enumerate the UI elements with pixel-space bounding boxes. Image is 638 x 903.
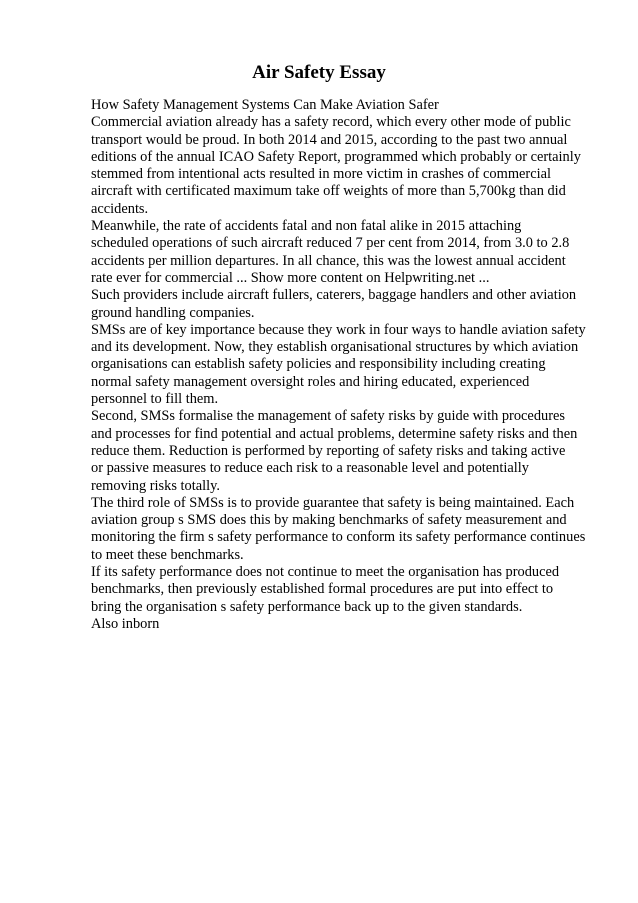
page-title: Air Safety Essay	[252, 62, 386, 83]
text-line: stemmed from intentional acts resulted in more victim in crashes of commercial	[91, 166, 551, 183]
text-line: reduce them. Reduction is performed by reporting of safety risks and taking active	[91, 442, 566, 459]
text-line: The third role of SMSs is to provide guarantee that safety is being maintained. Each	[91, 494, 575, 511]
text-line: If its safety performance does not continue to meet the organisation has produced	[91, 564, 560, 581]
text-line: and processes for find potential and actual problems, determine safety risks and then	[91, 425, 578, 442]
text-line: transport would be proud. In both 2014 and 2015, according to the past two annual	[91, 131, 568, 148]
text-line: accidents.	[91, 200, 149, 217]
text-line: monitoring the firm s safety performance to conform its safety performance continues	[91, 529, 586, 546]
text-line: Meanwhile, the rate of accidents fatal and non fatal alike in 2015 attaching	[91, 218, 522, 235]
text-line: How Safety Management Systems Can Make Aviation Safer	[91, 97, 439, 113]
text-line: rate ever for commercial ... Show more content on Helpwriting.net ...	[91, 269, 490, 286]
text-line: or passive measures to reduce each risk to a reasonable level and potentially	[91, 460, 529, 477]
text-line: Such providers include aircraft fullers, caterers, baggage handlers and other aviation	[91, 287, 577, 304]
text-line: Commercial aviation already has a safety record, which every other mode of public	[91, 114, 571, 131]
essay-body	[91, 97, 591, 633]
text-line: personnel to fill them.	[91, 391, 219, 408]
text-line: normal safety management oversight roles and hiring educated, experienced	[91, 373, 530, 390]
text-line: aircraft with certificated maximum take off weights of more than 5,700kg than did	[91, 183, 566, 200]
text-line: Also inborn	[91, 615, 160, 632]
text-line: removing risks totally.	[91, 477, 220, 494]
text-line: benchmarks, then previously established formal procedures are put into effect to	[91, 581, 554, 598]
text-line: SMSs are of key importance because they work in four ways to handle aviation safety	[91, 321, 586, 338]
text-line: and its development. Now, they establish organisational structures by which aviation	[91, 339, 579, 356]
text-line: aviation group s SMS does this by making benchmarks of safety measurement and	[91, 512, 567, 529]
text-line: organisations can establish safety policies and responsibility including creating	[91, 356, 546, 373]
text-line: accidents per million departures. In all chance, this was the lowest annual accident	[91, 252, 566, 269]
text-line: bring the organisation s safety performance back up to the given standards.	[91, 598, 523, 615]
text-line: to meet these benchmarks.	[91, 546, 244, 563]
text-line: ground handling companies.	[91, 304, 255, 321]
text-line: editions of the annual ICAO Safety Report, programmed which probably or certainly	[91, 148, 581, 165]
text-line: scheduled operations of such aircraft reduced 7 per cent from 2014, from 3.0 to 2.8	[91, 235, 570, 252]
text-line: Second, SMSs formalise the management of safety risks by guide with procedures	[91, 408, 565, 425]
